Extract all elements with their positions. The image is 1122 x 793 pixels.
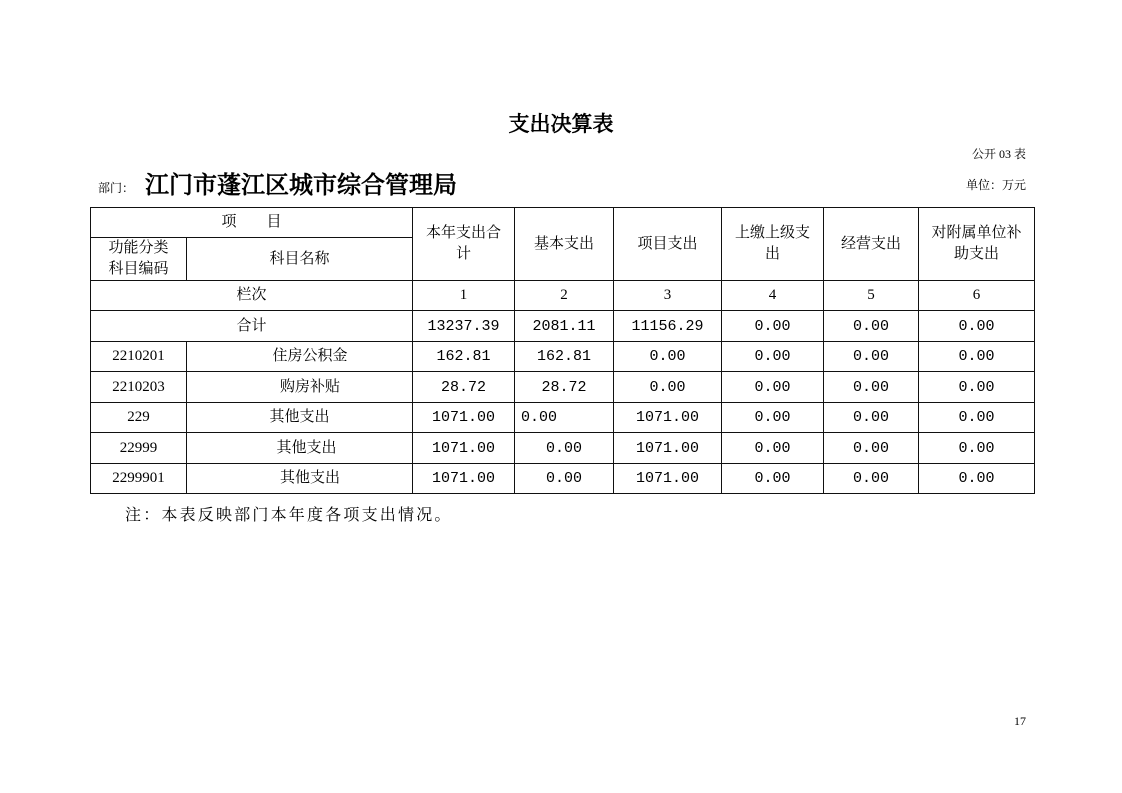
total-amount: 2081.11: [515, 311, 614, 342]
table-row: [91, 403, 1035, 433]
amount-cell: 0.00: [614, 342, 722, 372]
column-index: 6: [919, 281, 1035, 311]
amount-cell: 0.00: [919, 372, 1035, 403]
account-code: 229: [91, 403, 187, 433]
column-index: 3: [614, 281, 722, 311]
amount-cell: 1071.00: [413, 433, 515, 464]
amount-cell: 0.00: [722, 372, 824, 403]
table-row: [91, 464, 1035, 494]
header-row-1: [91, 208, 1035, 238]
total-amount: 0.00: [824, 311, 919, 342]
header-remit-to-superior-label: 上缴上级支出: [735, 225, 811, 262]
amount-cell: 1071.00: [614, 403, 722, 433]
column-index-row: [91, 281, 1035, 311]
column-index: 4: [722, 281, 824, 311]
amount-cell: 0.00: [722, 403, 824, 433]
total-amount: 0.00: [722, 311, 824, 342]
column-index-label: 栏次: [91, 281, 413, 311]
header-name: 科目名称: [187, 238, 413, 281]
department-label: 部门：: [98, 181, 135, 195]
total-row: [91, 311, 1035, 342]
amount-cell: 1071.00: [413, 464, 515, 494]
amount-cell: 162.81: [413, 342, 515, 372]
unit-label: 单位：万元: [965, 178, 1026, 192]
page-title: 支出决算表: [508, 112, 614, 136]
column-index: 1: [413, 281, 515, 311]
header-item: 项 目: [91, 208, 413, 238]
column-index: 2: [515, 281, 614, 311]
table-body: [91, 281, 1035, 494]
amount-cell: 0.00: [919, 342, 1035, 372]
amount-cell: 1071.00: [614, 464, 722, 494]
page-number: 17: [1014, 714, 1026, 728]
amount-cell: 28.72: [413, 372, 515, 403]
account-name: 其他支出: [187, 464, 413, 494]
amount-cell: 0.00: [614, 372, 722, 403]
amount-cell: 0.00: [919, 403, 1035, 433]
header-total-expenditure-label: 本年支出合计: [426, 225, 502, 262]
amount-cell: 1071.00: [614, 433, 722, 464]
amount-cell: 0.00: [919, 433, 1035, 464]
amount-cell: 0.00: [722, 433, 824, 464]
table-header: [91, 208, 1035, 281]
amount-cell: 0.00: [722, 464, 824, 494]
table-row: [91, 372, 1035, 403]
header-subsidy-to-affiliates-label: 对附属单位补助支出: [931, 225, 1022, 262]
amount-cell: 0.00: [824, 464, 919, 494]
account-code: 2210201: [91, 342, 187, 372]
header-code: [91, 238, 187, 281]
header-code-label: 功能分类科目编码: [108, 240, 169, 277]
account-name: 其他支出: [187, 403, 413, 433]
account-code: 2299901: [91, 464, 187, 494]
expenditure-table: [90, 207, 1035, 494]
column-index: 5: [824, 281, 919, 311]
account-code: 2210203: [91, 372, 187, 403]
header-operating-expenditure: 经营支出: [824, 208, 919, 281]
account-name: 住房公积金: [187, 342, 413, 372]
header-total-expenditure: [413, 208, 515, 281]
amount-cell: 162.81: [515, 342, 614, 372]
amount-cell: 0.00: [824, 433, 919, 464]
form-number: 公开 03 表: [971, 147, 1026, 161]
table-row: [91, 342, 1035, 372]
total-label: 合计: [91, 311, 413, 342]
amount-cell: 0.00: [722, 342, 824, 372]
amount-cell: 0.00: [824, 372, 919, 403]
header-project-expenditure: 项目支出: [614, 208, 722, 281]
amount-cell: 0.00: [824, 342, 919, 372]
amount-cell: 0.00: [515, 403, 614, 433]
amount-cell: 28.72: [515, 372, 614, 403]
total-amount: 0.00: [919, 311, 1035, 342]
total-amount: 13237.39: [413, 311, 515, 342]
account-name: 其他支出: [187, 433, 413, 464]
amount-cell: 0.00: [515, 464, 614, 494]
department-name: 江门市蓬江区城市综合管理局: [145, 173, 457, 199]
amount-cell: 0.00: [824, 403, 919, 433]
amount-cell: 0.00: [919, 464, 1035, 494]
amount-cell: 0.00: [515, 433, 614, 464]
header-remit-to-superior: [722, 208, 824, 281]
account-code: 22999: [91, 433, 187, 464]
total-amount: 11156.29: [614, 311, 722, 342]
table-note: 注：本表反映部门本年度各项支出情况。: [125, 507, 453, 524]
table-row: [91, 433, 1035, 464]
header-basic-expenditure: 基本支出: [515, 208, 614, 281]
header-subsidy-to-affiliates: [919, 208, 1035, 281]
account-name: 购房补贴: [187, 372, 413, 403]
amount-cell: 1071.00: [413, 403, 515, 433]
